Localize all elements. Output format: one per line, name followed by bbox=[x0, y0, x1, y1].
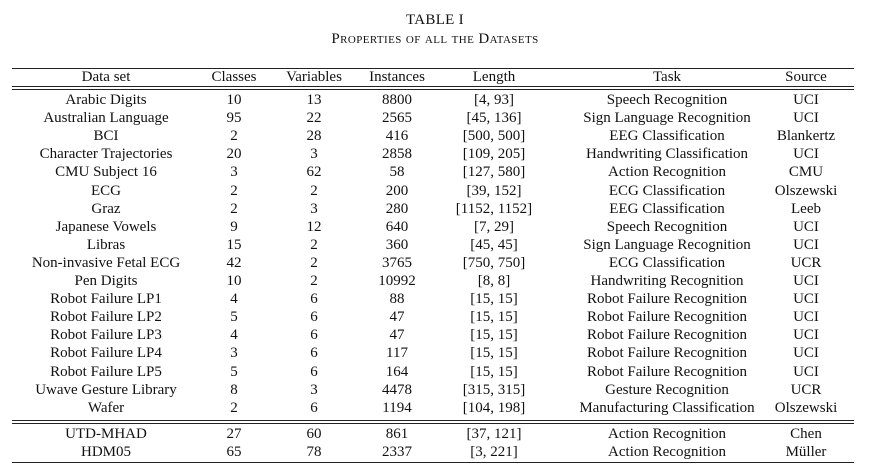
table-row-2-col-variables: 22 bbox=[306, 110, 322, 126]
table-row-7-col-source: Leeb bbox=[791, 201, 821, 217]
table-row-6-col-classes: 2 bbox=[230, 183, 238, 199]
header-col-instances: Instances bbox=[369, 69, 425, 85]
table-row-16-col-length: [15, 15] bbox=[470, 364, 518, 380]
separator-rule-2 bbox=[12, 423, 854, 424]
table-row-extra-1-col-source: Chen bbox=[790, 426, 822, 442]
header-rule-2 bbox=[12, 89, 854, 90]
table-row-9-col-dataset: Libras bbox=[86, 237, 126, 253]
table-row-3-col-instances: 416 bbox=[385, 128, 409, 144]
table-row-extra-1-col-variables: 60 bbox=[306, 426, 322, 442]
table-row-11-col-source: UCI bbox=[793, 273, 819, 289]
table-row-5-col-source: CMU bbox=[788, 164, 824, 180]
table-row-11-col-variables: 2 bbox=[310, 273, 318, 289]
table-row-14-col-instances: 47 bbox=[389, 327, 405, 343]
top-rule bbox=[12, 68, 854, 69]
table-row-16-col-dataset: Robot Failure LP5 bbox=[50, 364, 162, 380]
table-row-12-col-dataset: Robot Failure LP1 bbox=[50, 291, 162, 307]
table-row-1-col-task: Speech Recognition bbox=[606, 92, 728, 108]
table-row-7-col-classes: 2 bbox=[230, 201, 238, 217]
table-row-7-col-task: EEG Classification bbox=[609, 201, 725, 217]
table-row-9-col-length: [45, 45] bbox=[470, 237, 518, 253]
table-row-17-col-classes: 8 bbox=[230, 382, 238, 398]
table-row-12-col-length: [15, 15] bbox=[470, 291, 518, 307]
table-row-9-col-source: UCI bbox=[793, 237, 819, 253]
table-row-7-col-dataset: Graz bbox=[91, 201, 121, 217]
table-row-5-col-task: Action Recognition bbox=[608, 164, 726, 180]
table-row-12-col-task: Robot Failure Recognition bbox=[587, 291, 747, 307]
table-row-6-col-dataset: ECG bbox=[91, 183, 121, 199]
table-row-10-col-variables: 2 bbox=[310, 255, 318, 271]
table-row-extra-2-col-source: Müller bbox=[785, 444, 827, 460]
table-row-18-col-instances: 1194 bbox=[382, 400, 412, 416]
header-col-task: Task bbox=[652, 69, 682, 85]
table-row-extra-2-col-dataset: HDM05 bbox=[80, 444, 132, 460]
table-row-13-col-instances: 47 bbox=[389, 309, 405, 325]
header-col-source: Source bbox=[785, 69, 827, 85]
table-row-15-col-length: [15, 15] bbox=[470, 345, 518, 361]
table-row-6-col-length: [39, 152] bbox=[466, 183, 522, 199]
table-row-extra-2-col-length: [3, 221] bbox=[470, 444, 518, 460]
table-row-14-col-task: Robot Failure Recognition bbox=[587, 327, 747, 343]
table-row-7-col-variables: 3 bbox=[310, 201, 318, 217]
table-row-extra-1-col-task: Action Recognition bbox=[608, 426, 726, 442]
table-row-2-col-dataset: Australian Language bbox=[43, 110, 169, 126]
table-row-2-col-length: [45, 136] bbox=[466, 110, 522, 126]
table-row-9-col-task: Sign Language Recognition bbox=[583, 237, 751, 253]
table-row-13-col-source: UCI bbox=[793, 309, 819, 325]
table-row-6-col-source: Olszewski bbox=[774, 183, 838, 199]
table-row-16-col-source: UCI bbox=[793, 364, 819, 380]
table-row-4-col-dataset: Character Trajectories bbox=[39, 146, 173, 162]
table-row-10-col-length: [750, 750] bbox=[462, 255, 526, 271]
table-row-6-col-variables: 2 bbox=[310, 183, 318, 199]
table-row-4-col-length: [109, 205] bbox=[462, 146, 526, 162]
table-row-11-col-dataset: Pen Digits bbox=[74, 273, 138, 289]
table-row-10-col-dataset: Non-invasive Fetal ECG bbox=[31, 255, 181, 271]
table-row-extra-1-col-length: [37, 121] bbox=[466, 426, 522, 442]
table-row-1-col-dataset: Arabic Digits bbox=[65, 92, 147, 108]
table-row-17-col-source: UCR bbox=[790, 382, 822, 398]
table-row-16-col-variables: 6 bbox=[310, 364, 318, 380]
table-row-8-col-dataset: Japanese Vowels bbox=[55, 219, 157, 235]
table-row-12-col-source: UCI bbox=[793, 291, 819, 307]
table-row-4-col-variables: 3 bbox=[310, 146, 318, 162]
table-row-11-col-classes: 10 bbox=[226, 273, 242, 289]
table-row-18-col-task: Manufacturing Classification bbox=[579, 400, 755, 416]
table-row-11-col-instances: 10992 bbox=[378, 273, 416, 289]
table-row-14-col-classes: 4 bbox=[230, 327, 238, 343]
table-row-8-col-variables: 12 bbox=[306, 219, 322, 235]
table-row-3-col-task: EEG Classification bbox=[609, 128, 725, 144]
header-col-variables: Variables bbox=[286, 69, 342, 85]
table-row-6-col-instances: 200 bbox=[385, 183, 409, 199]
table-row-1-col-classes: 10 bbox=[226, 92, 242, 108]
table-row-9-col-instances: 360 bbox=[385, 237, 409, 253]
table-row-18-col-source: Olszewski bbox=[774, 400, 838, 416]
table-row-5-col-variables: 62 bbox=[306, 164, 322, 180]
table-row-2-col-source: UCI bbox=[793, 110, 819, 126]
table-row-6-col-task: ECG Classification bbox=[608, 183, 726, 199]
header-rule-1 bbox=[12, 86, 854, 87]
table-row-5-col-instances: 58 bbox=[389, 164, 405, 180]
table-row-16-col-task: Robot Failure Recognition bbox=[587, 364, 747, 380]
table-row-extra-2-col-instances: 2337 bbox=[382, 444, 412, 460]
table-row-8-col-instances: 640 bbox=[385, 219, 409, 235]
table-row-4-col-source: UCI bbox=[793, 146, 819, 162]
table-row-8-col-source: UCI bbox=[793, 219, 819, 235]
table-row-16-col-classes: 5 bbox=[230, 364, 238, 380]
table-row-extra-2-col-task: Action Recognition bbox=[608, 444, 726, 460]
table-row-13-col-dataset: Robot Failure LP2 bbox=[50, 309, 162, 325]
table-row-3-col-variables: 28 bbox=[306, 128, 322, 144]
table-row-1-col-instances: 8800 bbox=[382, 92, 412, 108]
table-row-9-col-classes: 15 bbox=[226, 237, 242, 253]
table-row-2-col-classes: 95 bbox=[226, 110, 242, 126]
table-row-17-col-dataset: Uwave Gesture Library bbox=[35, 382, 177, 398]
table-row-12-col-classes: 4 bbox=[230, 291, 238, 307]
table-row-3-col-source: Blankertz bbox=[776, 128, 836, 144]
header-col-length: Length bbox=[472, 69, 516, 85]
table-row-18-col-classes: 2 bbox=[230, 400, 238, 416]
table-row-1-col-length: [4, 93] bbox=[474, 92, 514, 108]
table-row-15-col-classes: 3 bbox=[230, 345, 238, 361]
table-row-13-col-classes: 5 bbox=[230, 309, 238, 325]
table-row-10-col-source: UCR bbox=[790, 255, 822, 271]
table-row-17-col-variables: 3 bbox=[310, 382, 318, 398]
table-row-5-col-classes: 3 bbox=[230, 164, 238, 180]
table-row-10-col-task: ECG Classification bbox=[608, 255, 726, 271]
table-title: Properties of all the Datasets bbox=[331, 31, 539, 47]
table-number: TABLE I bbox=[406, 12, 464, 28]
table-row-5-col-length: [127, 580] bbox=[462, 164, 526, 180]
table-row-14-col-length: [15, 15] bbox=[470, 327, 518, 343]
table-row-14-col-variables: 6 bbox=[310, 327, 318, 343]
table-row-18-col-variables: 6 bbox=[310, 400, 318, 416]
table-row-14-col-source: UCI bbox=[793, 327, 819, 343]
table-row-13-col-variables: 6 bbox=[310, 309, 318, 325]
table-row-15-col-source: UCI bbox=[793, 345, 819, 361]
table-row-extra-1-col-classes: 27 bbox=[226, 426, 242, 442]
table-row-17-col-length: [315, 315] bbox=[462, 382, 526, 398]
table-row-14-col-dataset: Robot Failure LP3 bbox=[50, 327, 162, 343]
table-row-4-col-task: Handwriting Classification bbox=[585, 146, 749, 162]
table-row-10-col-instances: 3765 bbox=[382, 255, 412, 271]
table-row-18-col-length: [104, 198] bbox=[462, 400, 526, 416]
table-row-17-col-task: Gesture Recognition bbox=[605, 382, 729, 398]
table-row-13-col-length: [15, 15] bbox=[470, 309, 518, 325]
table-row-12-col-instances: 88 bbox=[389, 291, 405, 307]
table-row-10-col-classes: 42 bbox=[226, 255, 242, 271]
table-row-2-col-instances: 2565 bbox=[382, 110, 412, 126]
table-row-16-col-instances: 164 bbox=[385, 364, 409, 380]
table-row-4-col-instances: 2858 bbox=[382, 146, 412, 162]
table-row-15-col-variables: 6 bbox=[310, 345, 318, 361]
table-row-8-col-classes: 9 bbox=[230, 219, 238, 235]
table-row-12-col-variables: 6 bbox=[310, 291, 318, 307]
separator-rule-1 bbox=[12, 420, 854, 421]
table-row-extra-1-col-dataset: UTD-MHAD bbox=[65, 426, 147, 442]
table-row-1-col-variables: 13 bbox=[306, 92, 322, 108]
table-row-7-col-instances: 280 bbox=[385, 201, 409, 217]
header-col-classes: Classes bbox=[211, 69, 257, 85]
table-row-13-col-task: Robot Failure Recognition bbox=[587, 309, 747, 325]
table-row-4-col-classes: 20 bbox=[226, 146, 242, 162]
table-row-15-col-dataset: Robot Failure LP4 bbox=[50, 345, 162, 361]
table-row-3-col-length: [500, 500] bbox=[462, 128, 526, 144]
table-row-11-col-task: Handwriting Recognition bbox=[590, 273, 744, 289]
table-row-3-col-dataset: BCI bbox=[93, 128, 119, 144]
table-row-2-col-task: Sign Language Recognition bbox=[583, 110, 751, 126]
table-row-15-col-task: Robot Failure Recognition bbox=[587, 345, 747, 361]
table-row-9-col-variables: 2 bbox=[310, 237, 318, 253]
header-col-dataset: Data set bbox=[81, 69, 131, 85]
table-row-11-col-length: [8, 8] bbox=[477, 273, 511, 289]
table-row-3-col-classes: 2 bbox=[230, 128, 238, 144]
table-row-1-col-source: UCI bbox=[793, 92, 819, 108]
table-row-extra-2-col-classes: 65 bbox=[226, 444, 242, 460]
table-row-8-col-length: [7, 29] bbox=[474, 219, 514, 235]
table-row-7-col-length: [1152, 1152] bbox=[455, 201, 533, 217]
table-row-15-col-instances: 117 bbox=[386, 345, 408, 361]
bottom-rule bbox=[12, 462, 854, 463]
table-row-8-col-task: Speech Recognition bbox=[606, 219, 728, 235]
table-row-5-col-dataset: CMU Subject 16 bbox=[55, 164, 157, 180]
table-row-18-col-dataset: Wafer bbox=[87, 400, 125, 416]
table-row-17-col-instances: 4478 bbox=[382, 382, 412, 398]
table-row-extra-1-col-instances: 861 bbox=[385, 426, 409, 442]
table-row-extra-2-col-variables: 78 bbox=[306, 444, 322, 460]
